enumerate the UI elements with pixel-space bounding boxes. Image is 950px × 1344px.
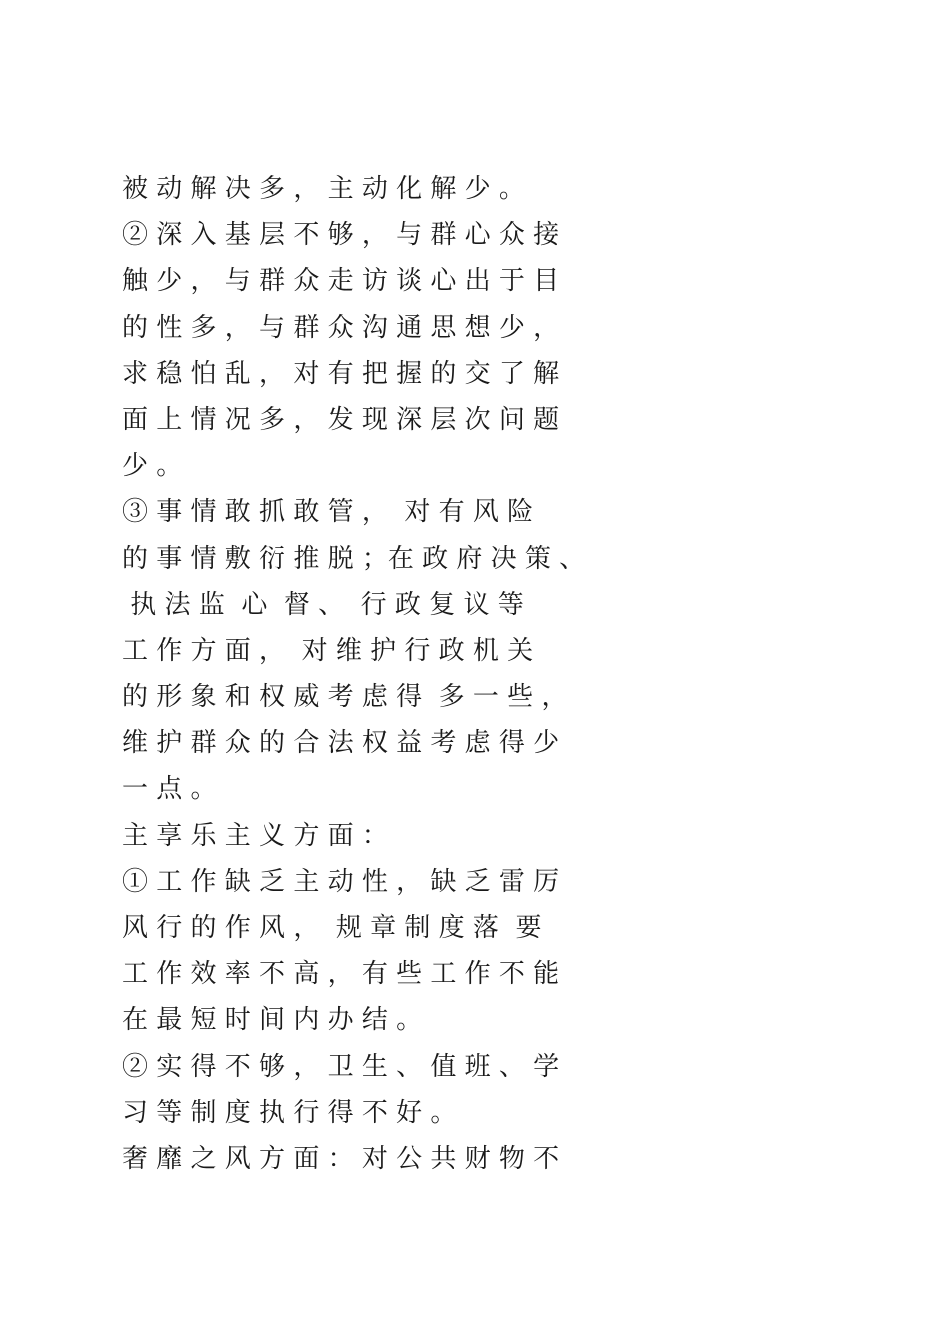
text-line: 执 法 监 心 督 、 行 政 复 议 等 — [122, 589, 524, 620]
body-text — [122, 166, 822, 1182]
text-line: 风 行 的 作 风 ， 规 章 制 度 落 要 — [122, 913, 542, 943]
text-line: 的 性 多 ， 与 群 众 沟 通 思 想 少 ， — [122, 312, 560, 343]
text-line: 主 享 乐 主 义 方 面 ： — [122, 820, 388, 851]
text-line: 工 作 效 率 不 高 ， 有 些 工 作 不 能 — [122, 959, 560, 990]
text-line: 一 点 。 — [122, 774, 217, 805]
text-line: ② 深 入 基 层 不 够 ， 与 群 心 众 接 — [122, 220, 560, 251]
text-line: 少 。 — [122, 451, 183, 482]
text-line: 习 等 制 度 执 行 得 不 好 。 — [122, 1097, 457, 1128]
text-line: 的 事 情 敷 衍 推 脱 ；在 政 府 决 策 、 — [122, 543, 586, 574]
text-line: ③ 事 情 敢 抓 敢 管 ， 对 有 风 险 — [122, 497, 534, 528]
text-line: 的 形 象 和 权 威 考 虑 得 多 一 些 ， — [122, 682, 568, 713]
text-line: 维 护 群 众 的 合 法 权 益 考 虑 得 少 — [122, 728, 560, 759]
text-line: 工 作 方 面 ， 对 维 护 行 政 机 关 — [122, 635, 534, 666]
text-line: 求 稳 怕 乱 ， 对 有 把 握 的 交 了 解 — [122, 358, 560, 389]
text-line: 奢 靡 之 风 方 面 ： 对 公 共 财 物 不 — [122, 1143, 560, 1174]
text-line: 被 动 解 决 多 ， 主 动 化 解 少 。 — [122, 174, 525, 204]
text-line: 在 最 短 时 间 内 办 结 。 — [122, 1005, 423, 1036]
text-line: 触 少 ， 与 群 众 走 访 谈 心 出 于 目 — [122, 266, 560, 297]
text-line: ① 工 作 缺 乏 主 动 性 ， 缺 乏 雷 厉 — [122, 866, 560, 897]
text-line: ② 实 得 不 够 ， 卫 生 、 值 班 、 学 — [122, 1051, 560, 1082]
text-line: 面 上 情 况 多 ， 发 现 深 层 次 问 题 — [122, 404, 560, 435]
